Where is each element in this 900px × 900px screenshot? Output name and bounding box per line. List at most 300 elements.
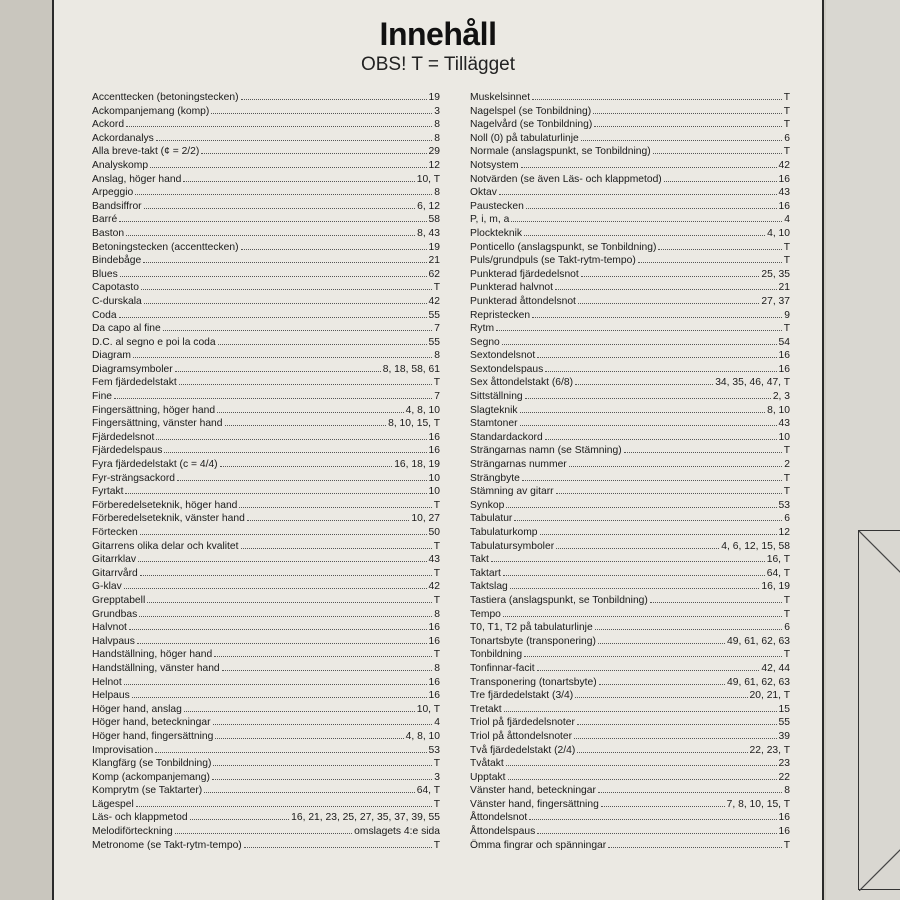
index-pages: 4: [784, 214, 790, 226]
index-pages: 16, 18, 19: [394, 459, 440, 471]
index-pages: 12: [428, 159, 440, 171]
index-pages: 4, 10: [767, 227, 790, 239]
dot-leader: [575, 375, 713, 385]
index-term: Tonartsbyte (transponering): [470, 635, 596, 647]
index-entry: [470, 185, 790, 199]
index-term: Strängbyte: [470, 472, 520, 484]
envelope-shape: [858, 530, 900, 890]
index-pages: T: [783, 472, 790, 484]
index-pages: 22, 23, T: [749, 744, 790, 756]
index-entry: [92, 688, 440, 702]
dot-leader: [175, 824, 352, 834]
index-entry: [92, 185, 440, 199]
index-entry: [92, 770, 440, 784]
envelope-flap-icon: [859, 531, 900, 891]
index-entry: [92, 172, 440, 186]
index-term: Tabulatur: [470, 513, 513, 525]
dot-leader: [213, 715, 433, 725]
dot-leader: [511, 212, 782, 222]
index-term: Taktslag: [470, 581, 508, 593]
index-entry: [92, 607, 440, 621]
index-pages: 4, 6, 12, 15, 58: [721, 540, 790, 552]
dot-leader: [599, 675, 725, 685]
index-pages: 8: [434, 350, 440, 362]
index-term: Sextondelsnot: [470, 350, 536, 362]
index-term: Melodiförteckning: [92, 826, 173, 838]
index-term: Gitarrens olika delar och kvalitet: [92, 540, 239, 552]
dot-leader: [201, 144, 426, 154]
index-term: Grundbas: [92, 608, 138, 620]
index-pages: 8, 43: [417, 227, 440, 239]
index-term: Ackordanalys: [92, 132, 154, 144]
dot-leader: [211, 104, 432, 114]
index-term: Komp (ackompanjemang): [92, 771, 210, 783]
index-entry: [92, 212, 440, 226]
index-entry: [470, 172, 790, 186]
index-pages: T: [433, 377, 440, 389]
index-term: Fjärdedelsnot: [92, 431, 155, 443]
index-entry: [92, 511, 440, 525]
index-entry: [470, 375, 790, 389]
dot-leader: [601, 797, 725, 807]
index-pages: T: [783, 255, 790, 267]
index-term: Arpeggio: [92, 187, 134, 199]
index-entry: [92, 253, 440, 267]
index-entry: [470, 783, 790, 797]
index-pages: 50: [428, 527, 440, 538]
dot-leader: [537, 348, 776, 358]
index-term: Handställning, höger hand: [92, 649, 213, 661]
dot-leader: [569, 457, 783, 467]
index-entry: [470, 240, 790, 254]
dot-leader: [241, 90, 427, 100]
background-left: [0, 0, 52, 900]
index-term: D.C. al segno e poi la coda: [92, 336, 216, 348]
index-pages: 42: [428, 581, 440, 593]
index-term: Plockteknik: [470, 227, 523, 239]
index-term: Stamtoner: [470, 418, 518, 430]
index-entry: [92, 715, 440, 729]
index-entry: [470, 457, 790, 471]
index-pages: 7, 8, 10, 15, T: [726, 798, 790, 810]
index-pages: 49, 61, 62, 63: [727, 676, 790, 688]
index-pages: T: [783, 839, 790, 851]
index-term: Triol på fjärdedelsnoter: [470, 717, 575, 729]
dot-leader: [141, 280, 432, 290]
index-term: Triol på åttondelsnoter: [470, 730, 573, 742]
dot-leader: [125, 484, 426, 494]
index-term: Halvpaus: [92, 635, 135, 647]
index-pages: 54: [778, 336, 790, 348]
index-entry: [92, 335, 440, 349]
index-pages: 10: [428, 472, 440, 484]
index-term: Punkterad halvnot: [470, 282, 554, 294]
index-column-right: [470, 90, 790, 851]
index-entry: [470, 511, 790, 525]
index-entry: [92, 756, 440, 770]
index-entry: [470, 634, 790, 648]
index-term: Noll (0) på tabulaturlinje: [470, 132, 579, 144]
index-pages: 8: [434, 132, 440, 144]
index-entry: [92, 824, 440, 838]
dot-leader: [177, 471, 427, 481]
index-entry: [92, 443, 440, 457]
dot-leader: [114, 389, 432, 399]
index-pages: T: [433, 540, 440, 552]
index-pages: T: [783, 241, 790, 253]
index-pages: 16: [428, 690, 440, 702]
index-term: Slagteknik: [470, 404, 518, 416]
index-term: Helpaus: [92, 690, 130, 702]
index-entry: [92, 90, 440, 104]
index-entry: [470, 797, 790, 811]
dot-leader: [595, 620, 783, 630]
index-entry: [470, 743, 790, 757]
index-pages: 8, 18, 58, 61: [382, 363, 440, 375]
dot-leader: [126, 117, 432, 127]
index-entry: [470, 715, 790, 729]
dot-leader: [638, 253, 782, 263]
dot-leader: [239, 498, 431, 508]
dot-leader: [156, 131, 432, 141]
dot-leader: [143, 253, 426, 263]
index-term: Oktav: [470, 187, 497, 199]
dot-leader: [217, 403, 404, 413]
index-term: Vänster hand, fingersättning: [470, 798, 599, 810]
index-pages: 16: [428, 622, 440, 634]
dot-leader: [164, 443, 426, 453]
dot-leader: [503, 607, 782, 617]
index-entry: [470, 348, 790, 362]
index-pages: 16, T: [766, 554, 790, 566]
dot-leader: [524, 647, 782, 657]
dot-leader: [126, 226, 415, 236]
dot-leader: [124, 579, 427, 589]
index-term: Klangfärg (se Tonbildning): [92, 758, 212, 770]
index-entry: [92, 647, 440, 661]
index-entry: [470, 117, 790, 131]
index-entry: [470, 498, 790, 512]
dot-leader: [545, 362, 776, 372]
index-term: Baston: [92, 227, 125, 239]
dot-leader: [502, 335, 777, 345]
index-term: Ponticello (anslagspunkt, se Tonbildning): [470, 241, 657, 253]
dot-leader: [218, 335, 427, 345]
index-term: Vänster hand, beteckningar: [470, 785, 596, 797]
index-pages: T: [783, 105, 790, 117]
index-entry: [470, 294, 790, 308]
index-pages: 55: [428, 309, 440, 321]
index-term: Tonfinnar-facit: [470, 662, 535, 674]
index-pages: 7: [434, 391, 440, 403]
index-pages: T: [783, 594, 790, 606]
index-entry: [92, 566, 440, 580]
index-term: Handställning, vänster hand: [92, 662, 220, 674]
index-pages: 16: [778, 826, 790, 838]
index-entry: [92, 348, 440, 362]
index-pages: T: [783, 119, 790, 131]
dot-leader: [499, 185, 777, 195]
index-term: Accenttecken (betoningstecken): [92, 92, 239, 103]
dot-leader: [532, 90, 782, 100]
index-term: Ackord: [92, 119, 125, 131]
index-pages: 64, T: [416, 785, 440, 797]
index-entry: [470, 389, 790, 403]
index-pages: 9: [784, 309, 790, 321]
index-pages: T: [433, 282, 440, 294]
dot-leader: [545, 430, 777, 440]
dot-leader: [577, 743, 747, 753]
index-pages: 16: [778, 173, 790, 185]
index-term: Rytm: [470, 323, 495, 335]
index-term: Fine: [92, 391, 113, 403]
index-entry: [92, 457, 440, 471]
dot-leader: [522, 471, 782, 481]
index-pages: 25, 35: [761, 268, 790, 280]
index-pages: T: [783, 445, 790, 457]
dot-leader: [140, 566, 432, 576]
page-title: Innehåll: [379, 16, 497, 52]
dot-leader: [225, 416, 387, 426]
index-entry: [92, 267, 440, 281]
index-pages: T: [433, 758, 440, 770]
dot-leader: [594, 117, 781, 127]
index-pages: 55: [778, 717, 790, 729]
index-entry: [92, 620, 440, 634]
index-entry: [92, 783, 440, 797]
index-term: Läs- och klappmetod: [92, 812, 188, 824]
index-entry: [470, 810, 790, 824]
dot-leader: [540, 525, 777, 535]
index-pages: 58: [428, 214, 440, 226]
index-entry: [470, 647, 790, 661]
dot-leader: [537, 824, 776, 834]
dot-leader: [139, 607, 432, 617]
index-entry: [470, 199, 790, 213]
dot-leader: [526, 199, 777, 209]
index-term: Tre fjärdedelstakt (3/4): [470, 690, 574, 702]
index-entry: [470, 403, 790, 417]
index-term: Förtecken: [92, 527, 138, 538]
index-pages: 49, 61, 62, 63: [727, 635, 790, 647]
index-entry: [92, 552, 440, 566]
index-term: Blues: [92, 268, 118, 280]
index-entry: [470, 675, 790, 689]
index-pages: 8: [434, 662, 440, 674]
index-entry: [92, 579, 440, 593]
index-entry: [470, 688, 790, 702]
index-pages: 16: [778, 812, 790, 824]
index-term: Muskelsinnet: [470, 92, 531, 103]
index-term: Helnot: [92, 676, 122, 688]
index-term: T0, T1, T2 på tabulaturlinje: [470, 622, 593, 634]
index-term: Komprytm (se Taktarter): [92, 785, 203, 797]
index-entry: [92, 362, 440, 376]
index-term: Notsystem: [470, 159, 519, 171]
index-pages: 8: [434, 187, 440, 199]
index-pages: T: [783, 649, 790, 661]
index-entry: [92, 797, 440, 811]
index-pages: 4: [434, 717, 440, 729]
index-term: Fem fjärdedelstakt: [92, 377, 177, 389]
dot-leader: [215, 729, 403, 739]
index-entry: [92, 144, 440, 158]
index-entry: [470, 729, 790, 743]
index-term: Tastiera (anslagspunkt, se Tonbildning): [470, 594, 648, 606]
dot-leader: [598, 634, 725, 644]
dot-leader: [575, 688, 747, 698]
index-term: Tretakt: [470, 703, 502, 715]
index-entry: [470, 471, 790, 485]
index-entry: [470, 552, 790, 566]
index-term: Metronome (se Takt-rytm-tempo): [92, 839, 242, 851]
index-term: Två fjärdedelstakt (2/4): [470, 744, 576, 756]
index-pages: T: [783, 323, 790, 335]
index-entry: [92, 539, 440, 553]
index-entry: [92, 675, 440, 689]
index-pages: 16: [428, 431, 440, 443]
index-term: Bandsiffror: [92, 200, 142, 212]
dot-leader: [133, 348, 432, 358]
index-term: Anslag, höger hand: [92, 173, 182, 185]
index-entry: [470, 661, 790, 675]
index-entry: [92, 810, 440, 824]
index-pages: T: [433, 499, 440, 511]
dot-leader: [529, 810, 776, 820]
index-term: Tabulaturkomp: [470, 527, 538, 538]
index-pages: 64, T: [766, 567, 790, 579]
index-term: Repristecken: [470, 309, 531, 321]
index-term: Tabulatursymboler: [470, 540, 555, 552]
index-term: Tonbildning: [470, 649, 523, 661]
index-pages: 8: [434, 119, 440, 131]
dot-leader: [532, 308, 782, 318]
index-entry: [470, 607, 790, 621]
index-entry: [92, 158, 440, 172]
dot-leader: [598, 783, 782, 793]
index-pages: 16: [778, 200, 790, 212]
dot-leader: [608, 838, 781, 848]
index-term: Improvisation: [92, 744, 154, 756]
index-term: Sittställning: [470, 391, 523, 403]
index-pages: 43: [778, 187, 790, 199]
index-entry: [470, 362, 790, 376]
index-entry: [470, 280, 790, 294]
dot-leader: [503, 566, 765, 576]
dot-leader: [190, 810, 290, 820]
index-pages: 55: [428, 336, 440, 348]
index-entry: [470, 321, 790, 335]
index-pages: 8, 10, 15, T: [388, 418, 440, 430]
index-entry: [92, 498, 440, 512]
index-term: Ömma fingrar och spänningar: [470, 839, 607, 851]
index-pages: 42, 44: [761, 662, 790, 674]
dot-leader: [184, 702, 415, 712]
dot-leader: [581, 131, 783, 141]
index-entry: [92, 729, 440, 743]
index-term: Gitarrklav: [92, 554, 137, 566]
dot-leader: [496, 321, 782, 331]
index-term: Takt: [470, 554, 489, 566]
index-term: Stämning av gitarr: [470, 486, 554, 498]
dot-leader: [556, 539, 719, 549]
dot-leader: [241, 539, 432, 549]
dot-leader: [556, 484, 782, 494]
index-entry: [470, 838, 790, 852]
index-term: Segno: [470, 336, 500, 348]
index-term: Diagramsymboler: [92, 363, 173, 375]
index-pages: 29: [428, 146, 440, 158]
index-pages: 10: [428, 486, 440, 498]
index-pages: 2, 3: [772, 391, 790, 403]
dot-leader: [179, 375, 432, 385]
index-term: Åttondelspaus: [470, 826, 536, 838]
index-entry: [92, 593, 440, 607]
dot-leader: [119, 212, 426, 222]
index-pages: 8, 10: [767, 404, 790, 416]
index-term: Da capo al fine: [92, 323, 161, 335]
index-term: Diagram: [92, 350, 131, 362]
dot-leader: [506, 498, 776, 508]
dot-leader: [222, 661, 433, 671]
dot-leader: [156, 430, 426, 440]
dot-leader: [525, 389, 771, 399]
index-pages: T: [433, 839, 440, 851]
index-pages: 6, 12: [417, 200, 440, 212]
index-term: Höger hand, anslag: [92, 703, 182, 715]
index-entry: [92, 240, 440, 254]
dot-leader: [214, 647, 431, 657]
index-pages: 39: [778, 730, 790, 742]
dot-leader: [212, 770, 432, 780]
index-pages: 16, 21, 23, 25, 27, 35, 37, 39, 55: [291, 812, 440, 824]
index-pages: 34, 35, 46, 47, T: [715, 377, 790, 389]
index-entry: [470, 131, 790, 145]
index-pages: 19: [428, 92, 440, 103]
index-term: Sex åttondelstakt (6/8): [470, 377, 574, 389]
dot-leader: [624, 443, 782, 453]
index-term: Sextondelspaus: [470, 363, 544, 375]
dot-leader: [664, 172, 777, 182]
dot-leader: [510, 579, 760, 589]
index-pages: 3: [434, 771, 440, 783]
dot-leader: [650, 593, 782, 603]
index-entry: [92, 389, 440, 403]
dot-leader: [138, 552, 426, 562]
index-term: Nagelvård (se Tonbildning): [470, 119, 593, 131]
index-term: Fingersättning, vänster hand: [92, 418, 223, 430]
index-term: Alla breve-takt (¢ = 2/2): [92, 146, 200, 158]
index-entry: [92, 484, 440, 498]
index-entry: [470, 226, 790, 240]
index-pages: 43: [428, 554, 440, 566]
index-pages: 10: [778, 431, 790, 443]
index-entry: [470, 267, 790, 281]
index-entry: [92, 403, 440, 417]
index-pages: 6: [784, 513, 790, 525]
index-pages: 2: [784, 459, 790, 471]
index-entry: [470, 579, 790, 593]
index-pages: 22: [778, 771, 790, 783]
index-pages: 42: [428, 295, 440, 307]
index-entry: [470, 144, 790, 158]
index-entry: [470, 525, 790, 539]
index-term: Puls/grundpuls (se Takt-rytm-tempo): [470, 255, 636, 267]
index-entry: [92, 117, 440, 131]
index-term: Fingersättning, höger hand: [92, 404, 216, 416]
dot-leader: [220, 457, 393, 467]
index-entry: [92, 294, 440, 308]
